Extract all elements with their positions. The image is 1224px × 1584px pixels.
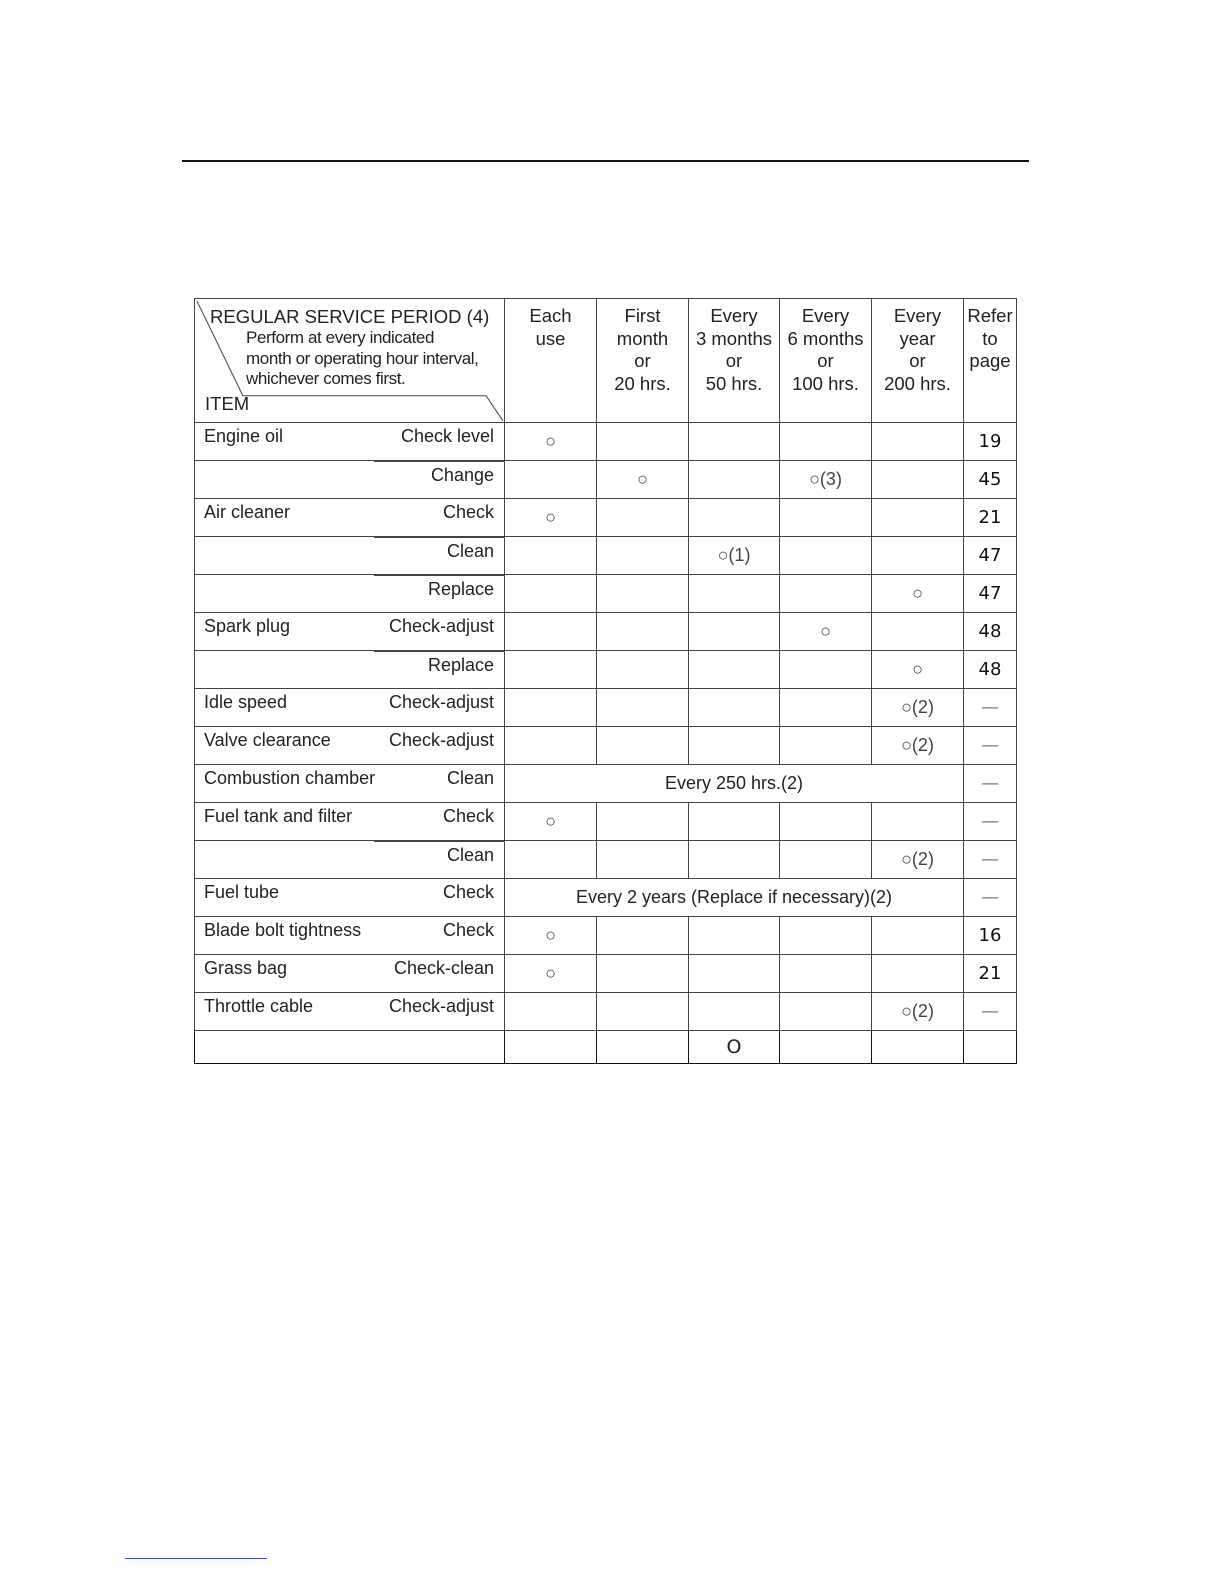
page-ref-cell: — [964, 803, 1017, 841]
service-period-title: REGULAR SERVICE PERIOD (4) [210, 306, 490, 327]
page-ref-cell: 47 [964, 537, 1017, 575]
item-action: Clean [446, 540, 494, 561]
item-cell [195, 613, 505, 651]
page-ref-cell: — [964, 765, 1017, 803]
column-header-line: or [634, 350, 651, 371]
interval-cell [689, 651, 780, 689]
item-action: Check level [400, 426, 494, 446]
item-cell [195, 537, 505, 575]
schedule-row [195, 765, 1017, 803]
interval-cell [597, 993, 689, 1031]
header-row [195, 299, 1017, 423]
interval-cell [597, 917, 689, 955]
item-cell [195, 499, 505, 537]
interval-cell: ○ [872, 575, 964, 613]
item-action: Change [430, 464, 494, 485]
column-header-line: Every [710, 305, 758, 326]
interval-cell [780, 499, 872, 537]
interval-cell [872, 803, 964, 841]
column-header [872, 299, 964, 423]
page-ref-cell: 48 [964, 651, 1017, 689]
interval-cell [872, 461, 964, 499]
column-header-line: or [817, 350, 834, 371]
page-ref-cell: — [964, 993, 1017, 1031]
column-header-line: Every [893, 305, 942, 326]
column-header [689, 299, 780, 423]
item-name: Fuel tube [204, 882, 280, 902]
schedule-row [195, 917, 1017, 955]
column-header-line: First [624, 305, 661, 326]
interval-cell [597, 727, 689, 765]
interval-cell [505, 461, 597, 499]
interval-cell [505, 993, 597, 1031]
interval-cell [689, 955, 780, 993]
schedule-row [195, 993, 1017, 1031]
interval-cell [689, 423, 780, 461]
interval-cell: ○ [505, 803, 597, 841]
interval-cell [689, 499, 780, 537]
item-cell [195, 765, 505, 803]
column-header [964, 299, 1017, 423]
interval-cell [780, 689, 872, 727]
column-header-line: 200 hrs. [884, 372, 951, 394]
interval-cell: ○ [505, 917, 597, 955]
item-cell [195, 917, 505, 955]
item-action: Replace [427, 654, 494, 675]
item-name: Blade bolt tightness [204, 920, 362, 940]
schedule-row [195, 841, 1017, 879]
interval-cell: ○(2) [872, 727, 964, 765]
item-name: Fuel tank and filter [204, 806, 353, 826]
column-header-line: month [616, 327, 669, 349]
item-action: Check-adjust [388, 692, 494, 712]
item-cell [195, 955, 505, 993]
interval-cell: ○(2) [872, 993, 964, 1031]
page-ref-cell: — [964, 879, 1017, 917]
column-header-line: or [909, 350, 926, 371]
item-name: Air cleaner [204, 502, 291, 522]
interval-cell [505, 537, 597, 575]
item-action: Clean [446, 768, 494, 788]
column-header-line: Refer [967, 305, 1013, 326]
interval-cell [689, 461, 780, 499]
bottom-cell [780, 1031, 872, 1064]
interval-cell [689, 689, 780, 727]
column-header-line: 6 months [787, 327, 864, 349]
item-action: Check-adjust [388, 730, 494, 750]
subtitle-line: whichever comes first. [246, 369, 406, 388]
schedule-row [195, 461, 1017, 499]
interval-cell [872, 613, 964, 651]
interval-cell [780, 537, 872, 575]
item-name: Spark plug [204, 616, 291, 636]
interval-note: Every 2 years (Replace if necessary)(2) [505, 879, 964, 917]
item-name: Valve clearance [204, 730, 331, 750]
interval-cell: ○(2) [872, 689, 964, 727]
item-cell [195, 879, 505, 917]
interval-cell [505, 651, 597, 689]
interval-cell: ○(2) [872, 841, 964, 879]
interval-cell [689, 993, 780, 1031]
item-action: Check-clean [393, 958, 494, 978]
page-ref-cell: 45 [964, 461, 1017, 499]
interval-cell [597, 651, 689, 689]
interval-cell [597, 841, 689, 879]
item-cell [195, 689, 505, 727]
schedule-row [195, 727, 1017, 765]
item-cell [195, 575, 505, 613]
interval-cell [689, 613, 780, 651]
interval-cell [780, 651, 872, 689]
bottom-cell [597, 1031, 689, 1064]
interval-cell [597, 955, 689, 993]
interval-cell [689, 917, 780, 955]
bottom-cell [872, 1031, 964, 1064]
bottom-cell [195, 1031, 505, 1064]
item-action: Replace [427, 578, 494, 599]
page-ref-cell: — [964, 689, 1017, 727]
page-ref-cell: 48 [964, 613, 1017, 651]
schedule-row [195, 613, 1017, 651]
interval-cell [872, 537, 964, 575]
item-action: Check [442, 920, 494, 940]
interval-cell: ○ [872, 651, 964, 689]
column-header-line: 50 hrs. [705, 372, 763, 394]
schedule-row [195, 575, 1017, 613]
service-period-subtitle [246, 328, 479, 390]
interval-cell [597, 499, 689, 537]
column-header-line: use [535, 327, 566, 349]
interval-cell [505, 689, 597, 727]
interval-cell [780, 423, 872, 461]
schedule-row [195, 423, 1017, 461]
column-header-line: 3 months [695, 327, 773, 349]
schedule-row [195, 955, 1017, 993]
interval-cell: ○ [597, 461, 689, 499]
interval-cell [780, 917, 872, 955]
column-header [780, 299, 872, 423]
interval-cell [780, 727, 872, 765]
item-name: Grass bag [204, 958, 288, 978]
interval-cell [505, 841, 597, 879]
interval-cell [689, 803, 780, 841]
interval-cell: ○ [505, 955, 597, 993]
interval-cell [597, 689, 689, 727]
top-rule [182, 160, 1029, 162]
column-header-line: year [899, 327, 936, 349]
interval-cell [872, 955, 964, 993]
footnote-rule [125, 1558, 267, 1559]
page-ref-cell: 47 [964, 575, 1017, 613]
interval-cell [505, 575, 597, 613]
interval-cell: ○ [780, 613, 872, 651]
schedule-row [195, 803, 1017, 841]
interval-cell [505, 613, 597, 651]
column-header-line: to [982, 327, 998, 349]
subtitle-line: month or operating hour interval, [246, 348, 479, 368]
page-ref-cell: 21 [964, 499, 1017, 537]
column-header-line: Every [801, 305, 850, 326]
item-action: Check [442, 882, 494, 902]
item-column-label: ITEM [205, 393, 250, 414]
item-name: Combustion chamber [204, 768, 376, 788]
interval-cell [689, 841, 780, 879]
item-name: Idle speed [204, 692, 288, 712]
interval-cell [689, 727, 780, 765]
item-cell [195, 727, 505, 765]
interval-cell [872, 423, 964, 461]
interval-cell [780, 993, 872, 1031]
interval-cell [597, 803, 689, 841]
interval-cell [780, 803, 872, 841]
interval-cell: ○ [505, 499, 597, 537]
item-action: Check [442, 806, 494, 826]
page-ref-cell: 19 [964, 423, 1017, 461]
interval-note: Every 250 hrs.(2) [505, 765, 964, 803]
item-action: Clean [446, 844, 494, 865]
interval-cell [780, 575, 872, 613]
interval-cell [780, 841, 872, 879]
bottom-cell [505, 1031, 597, 1064]
column-header [597, 299, 689, 423]
schedule-row [195, 651, 1017, 689]
item-cell [195, 461, 505, 499]
column-header-line: page [969, 350, 1011, 371]
bottom-cell: O [689, 1031, 780, 1064]
item-name: Engine oil [204, 426, 284, 446]
bottom-row [195, 1031, 1017, 1064]
item-cell [195, 993, 505, 1031]
interval-cell [780, 955, 872, 993]
interval-cell [597, 613, 689, 651]
schedule-row [195, 537, 1017, 575]
schedule-row [195, 499, 1017, 537]
item-action: Check-adjust [388, 616, 494, 636]
header-corner-cell [195, 299, 505, 423]
page-ref-cell: 16 [964, 917, 1017, 955]
maintenance-schedule-table [194, 298, 1017, 1064]
interval-cell [597, 575, 689, 613]
interval-cell [689, 575, 780, 613]
schedule-row [195, 879, 1017, 917]
interval-cell [597, 423, 689, 461]
column-header-line: or [725, 350, 743, 371]
item-action: Check [442, 502, 494, 522]
item-action: Check-adjust [388, 996, 494, 1016]
item-name: Throttle cable [204, 996, 314, 1016]
column-header-line: 20 hrs. [614, 372, 671, 394]
item-cell [195, 651, 505, 689]
subtitle-line: Perform at every indicated [246, 328, 435, 347]
interval-cell [505, 727, 597, 765]
page-ref-cell: — [964, 841, 1017, 879]
page-ref-cell: 21 [964, 955, 1017, 993]
page-ref-cell: — [964, 727, 1017, 765]
schedule-row [195, 689, 1017, 727]
bottom-cell [964, 1031, 1017, 1064]
column-header-line: 100 hrs. [792, 372, 859, 394]
interval-cell: ○(1) [689, 537, 780, 575]
item-cell [195, 803, 505, 841]
column-header-line: Each [529, 305, 572, 326]
item-cell [195, 423, 505, 461]
column-header [505, 299, 597, 423]
interval-cell [872, 917, 964, 955]
item-cell [195, 841, 505, 879]
interval-cell [597, 537, 689, 575]
interval-cell [872, 499, 964, 537]
interval-cell: ○(3) [780, 461, 872, 499]
interval-cell: ○ [505, 423, 597, 461]
